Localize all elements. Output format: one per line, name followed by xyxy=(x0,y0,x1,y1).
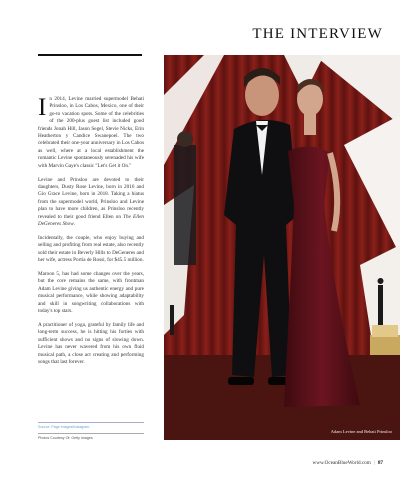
drop-cap: I xyxy=(38,94,47,121)
section-title: THE INTERVIEW xyxy=(252,26,383,42)
photo-credit: Photos Courtesy Of: Getty Images xyxy=(38,433,144,441)
paragraph-4: Maroon 5, has had some changes over the years, but the core remains the same, with frontman Adam Levine giving us authentic energy and pure musical performance, while showing adaptability and skill in songwriting collaborations with today's top stars. xyxy=(38,271,144,315)
photo-caption: Adam Levine and Behati Prinsloo xyxy=(330,429,392,434)
page-number: 87 xyxy=(377,460,383,466)
credits xyxy=(38,422,144,441)
paragraph-2-text-a: Levine and Prinsloo are devoted to their daughters, Dusty Rose Levine, born in 2016 and Gio Grace Levine, born in 2018. Taking a hiatus from the supermodel world, Prinsloo and Levine plan to have more children, as Prinsloo recently revealed to their good friend Ellen on xyxy=(38,176,144,220)
paragraph-2 xyxy=(38,177,144,229)
feature-photo xyxy=(164,55,400,440)
paragraph-3: Incidentally, the couple, who enjoy buying and selling and profiting from real estate, also recently sold their estate in Beverly Hills to DeGeneres and her wife, actress Portia de Rossi, for $45.5 million. xyxy=(38,234,144,264)
paragraph-5: A practitioner of yoga, grateful by family life and long-term success, he is hitting his forties with sufficient shows and no signs of slowing down. Levine has never wavered from his own fluid musical path, a close act creating and performing songs that last forever. xyxy=(38,321,144,365)
paragraph-1 xyxy=(38,96,144,170)
source-credit: Source: Page images/Instagram xyxy=(38,422,144,430)
photo-illustration xyxy=(164,55,400,440)
paragraph-2-text-b: . xyxy=(73,221,75,227)
show-title: The Ellen DeGeneres Show xyxy=(38,213,144,227)
website-link[interactable]: www.OceanBlueWorld.com xyxy=(312,460,371,466)
page-footer xyxy=(312,460,383,466)
paragraph-1-text: n 2014, Levine married supermodel Behati Prinsloo, in Los Cabos, Mexico, one of their go-to vacation spots. Some of the celebrities of the 200-plus guest list included good friends Jonah Hill, Jason Segel, Stevie Nicks, Erin Heatherton y Candice Swanepoel. The two celebrated their one-year anniversary in Los Cabos as well, where at a local establishment the romantic Levine spontaneously serenaded his wife with Marvin Gaye's classic "Let's Get it On." xyxy=(38,96,144,169)
column-rule xyxy=(38,54,142,56)
article-body xyxy=(38,96,144,373)
footer-separator: | xyxy=(373,460,375,466)
